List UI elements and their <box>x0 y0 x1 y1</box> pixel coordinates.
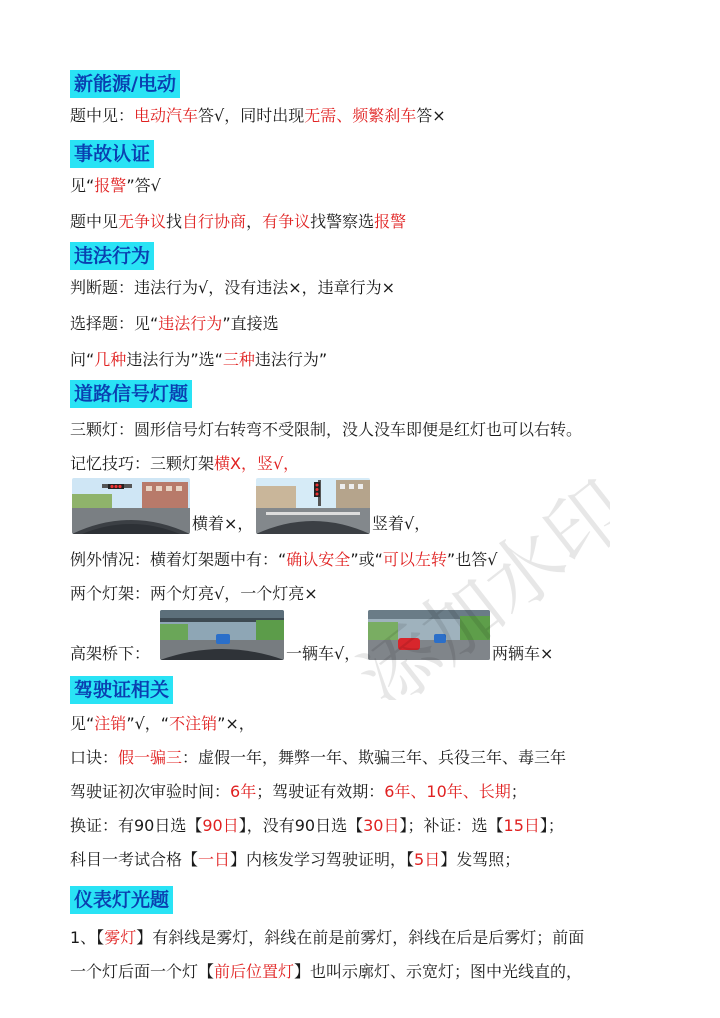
text-line <box>70 312 279 336</box>
section-heading-license: 驾驶证相关 <box>70 676 173 704</box>
text-line <box>70 104 446 128</box>
highlight: 频繁刹车 <box>352 106 417 125</box>
text: ：虚假一年，舞弊一年、欺骗三年、兵役三年、毒三年 <box>182 748 567 767</box>
section-heading-violation: 违法行为 <box>70 242 154 270</box>
text: 】；补证：选【 <box>399 816 504 835</box>
text: ”√，“ <box>126 714 170 733</box>
highlight: 报警 <box>374 212 407 231</box>
text-line <box>70 210 406 234</box>
text: 记忆技巧：三颗灯架 <box>70 454 215 473</box>
highlight: 可以左转 <box>382 550 447 569</box>
highlight: 自行协商 <box>182 212 247 231</box>
highlight: 横X，竖√， <box>214 454 300 473</box>
text-line: 三颗灯：圆形信号灯右转弯不受限制，没人没车即便是红灯也可以右转。 <box>70 420 583 439</box>
text: 高架桥下： <box>70 644 151 663</box>
highlight: 不注销 <box>169 714 218 733</box>
text: 科目一考试合格【 <box>70 850 199 869</box>
text: 一个灯后面一个灯【 <box>70 962 215 981</box>
highlight: 5日 <box>414 850 441 869</box>
text: 口诀： <box>70 748 119 767</box>
text: 1、【 <box>70 928 105 947</box>
text: ”×， <box>217 714 255 733</box>
text: 找 <box>166 212 183 231</box>
text: 违法行为” <box>254 350 328 369</box>
highlight: 电动汽车 <box>134 106 199 125</box>
highlight: 无需 <box>304 106 337 125</box>
highlight: 确认安全 <box>286 550 351 569</box>
text: 】有斜线是雾灯，斜线在前是前雾灯，斜线在后是后雾灯；前面 <box>136 928 585 947</box>
text: ”或“ <box>350 550 383 569</box>
highlight: 30日 <box>363 816 400 835</box>
text-line <box>492 642 553 666</box>
watermark-text: 添加水印 <box>343 464 610 700</box>
text: ；驾驶证有效期： <box>256 782 385 801</box>
highlight: 一日 <box>198 850 231 869</box>
text: 】，没有90日选【 <box>238 816 364 835</box>
highlight: 报警 <box>94 176 127 195</box>
text-line <box>70 746 566 770</box>
overpass-one-car-image <box>160 610 284 660</box>
text: 】； <box>539 816 564 835</box>
text-line <box>70 712 255 736</box>
text-line <box>70 348 327 372</box>
text: 驾驶证初次审验时间： <box>70 782 231 801</box>
text: 题中见 <box>70 212 119 231</box>
section-heading-dashboard-lights: 仪表灯光题 <box>70 886 173 914</box>
text: 问“ <box>70 350 95 369</box>
text-line: 两个灯架：两个灯亮√，一个灯亮× <box>70 584 318 603</box>
text: ”也答√ <box>446 550 498 569</box>
text: ； <box>510 782 527 801</box>
text: 】内核发学习驾驶证明，【 <box>230 850 415 869</box>
highlight: 有争议 <box>262 212 311 231</box>
text: 选择题：见“ <box>70 314 159 333</box>
section-heading-accident: 事故认证 <box>70 140 154 168</box>
text: 例外情况：横着灯架题中有：“ <box>70 550 287 569</box>
text-line <box>70 642 150 666</box>
highlight: 无争议 <box>118 212 167 231</box>
text: 题中见： <box>70 106 135 125</box>
section-heading-traffic-lights: 道路信号灯题 <box>70 380 192 408</box>
highlight: 违法行为 <box>158 314 223 333</box>
text: 违法行为”选“ <box>126 350 223 369</box>
vertical-light-rack-image <box>256 478 370 534</box>
text-line <box>70 174 161 198</box>
text: 】发驾照； <box>440 850 521 869</box>
text: 竖着√， <box>372 514 431 533</box>
highlight: 15日 <box>503 816 540 835</box>
text-line <box>286 642 360 666</box>
text-line <box>192 512 253 536</box>
section-heading-new-energy: 新能源/电动 <box>70 70 180 98</box>
text-line <box>70 548 497 572</box>
text: 一辆车√， <box>286 644 361 663</box>
text: ， <box>246 212 263 231</box>
text-line <box>70 452 299 476</box>
text-line <box>70 926 584 950</box>
highlight: 6年、10年、长期 <box>384 782 511 801</box>
text: 见“ <box>70 176 95 195</box>
highlight: 几种 <box>94 350 127 369</box>
highlight: 、 <box>336 106 353 125</box>
text-line <box>70 960 582 984</box>
highlight: 6年 <box>230 782 257 801</box>
text: ”直接选 <box>222 314 279 333</box>
highlight: 90日 <box>202 816 239 835</box>
highlight: 三种 <box>222 350 255 369</box>
horizontal-light-rack-image <box>72 478 190 534</box>
text: 换证：有90日选【 <box>70 816 203 835</box>
text-line <box>70 814 564 838</box>
text: 答× <box>416 106 446 125</box>
text-line <box>372 512 430 536</box>
text-line <box>70 780 527 804</box>
text-line: 判断题：违法行为√，没有违法×，违章行为× <box>70 278 396 297</box>
text: 】也叫示廓灯、示宽灯；图中光线直的， <box>294 962 583 981</box>
text-line <box>70 848 520 872</box>
text: 答√，同时出现 <box>198 106 305 125</box>
highlight: 注销 <box>94 714 127 733</box>
text: 两辆车× <box>492 644 554 663</box>
text: ”答√ <box>126 176 161 195</box>
highlight: 假一骗三 <box>118 748 183 767</box>
highlight: 前后位置灯 <box>214 962 295 981</box>
text: 找警察选 <box>310 212 375 231</box>
overpass-two-cars-image <box>368 610 490 660</box>
text: 横着×， <box>192 514 254 533</box>
highlight: 雾灯 <box>104 928 137 947</box>
text: 见“ <box>70 714 95 733</box>
